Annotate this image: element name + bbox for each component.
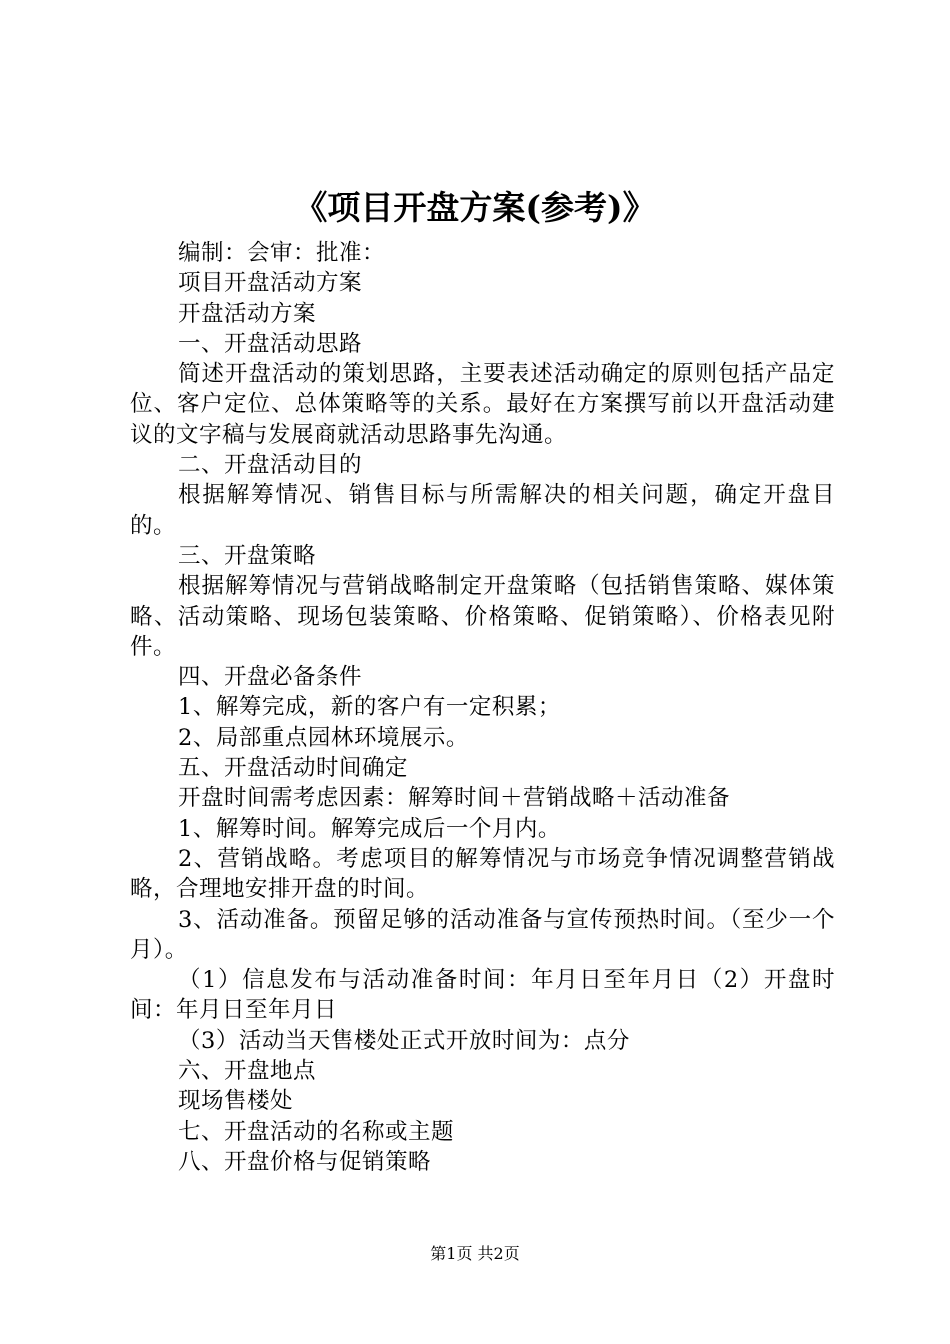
- section-heading: 四、开盘必备条件: [178, 664, 363, 691]
- section-heading: 八、开盘价格与促销策略: [178, 1148, 432, 1175]
- paragraph: 编制：会审：批准：: [178, 240, 386, 266]
- list-item: （1）信息发布与活动准备时间：年月日至年月日（2）开盘时间：年月日至年月日: [130, 967, 835, 1024]
- list-item: （3）活动当天售楼处正式开放时间为：点分: [178, 1027, 630, 1054]
- section-heading: 七、开盘活动的名称或主题: [178, 1118, 455, 1145]
- section-heading: 三、开盘策略: [178, 542, 317, 569]
- list-item: 3、活动准备。预留足够的活动准备与宣传预热时间。（至少一个月）。: [130, 906, 835, 963]
- section-heading: 一、开盘活动思路: [178, 330, 363, 357]
- list-item: 2、营销战略。考虑项目的解筹情况与市场竞争情况调整营销战略，合理地安排开盘的时间。: [130, 845, 835, 903]
- document-title: 《项目开盘方案(参考)》: [294, 188, 656, 227]
- list-item: 1、解筹时间。解筹完成后一个月内。: [178, 815, 561, 842]
- paragraph: 项目开盘活动方案: [178, 270, 363, 297]
- paragraph: 简述开盘活动的策划思路，主要表述活动确定的原则包括产品定位、客户定位、总体策略等的关系。最好在方案撰写前以开盘活动建议的文字稿与发展商就活动思路事先沟通。: [130, 361, 835, 448]
- paragraph: 开盘时间需考虑因素：解筹时间＋营销战略＋活动准备: [178, 785, 731, 812]
- page-footer: 第1页 共2页: [430, 1244, 520, 1263]
- list-item: 2、局部重点园林环境展示。: [178, 724, 469, 751]
- list-item: 1、解筹完成，新的客户有一定积累；: [178, 694, 561, 721]
- paragraph: 开盘活动方案: [178, 300, 317, 327]
- section-heading: 五、开盘活动时间确定: [178, 755, 409, 782]
- paragraph: 现场售楼处: [178, 1088, 294, 1115]
- section-heading: 二、开盘活动目的: [178, 452, 363, 479]
- paragraph: 根据解筹情况、销售目标与所需解决的相关问题，确定开盘目的。: [130, 482, 835, 539]
- section-heading: 六、开盘地点: [178, 1058, 317, 1085]
- document-body: [130, 238, 835, 1177]
- paragraph: 根据解筹情况与营销战略制定开盘策略（包括销售策略、媒体策略、活动策略、现场包装策略、价格策略、促销策略）、价格表见附件。: [130, 573, 835, 660]
